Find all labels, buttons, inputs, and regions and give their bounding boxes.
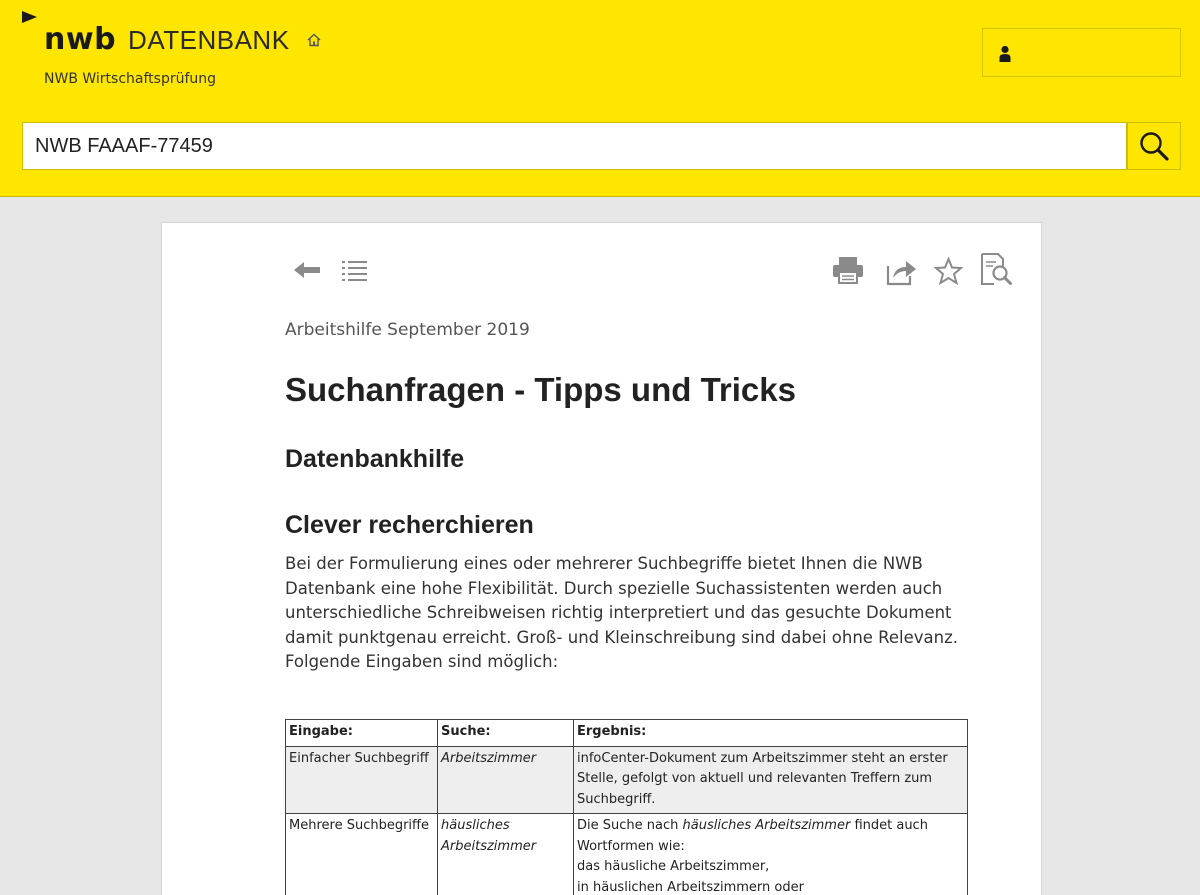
table-row [286, 746, 968, 814]
cell-suche: Arbeitszimmer [438, 746, 574, 814]
product-subtitle: NWB Wirtschaftsprüfung [44, 71, 217, 87]
column-header-eingabe: Eingabe: [286, 720, 438, 747]
brand-product: DATENBANK [128, 25, 290, 55]
brand-logo[interactable] [44, 22, 322, 58]
table-header-row [286, 720, 968, 747]
user-account-button[interactable] [982, 28, 1181, 77]
brand-flag-icon [22, 11, 37, 23]
back-arrow-icon[interactable] [292, 259, 322, 281]
ergebnis-query: häusliches Arbeitszimmer [682, 818, 851, 833]
search-input[interactable] [22, 122, 1127, 170]
section-heading: Datenbankhilfe [285, 445, 465, 473]
ergebnis-line-3: in häuslichen Arbeitszimmern oder [577, 879, 804, 895]
table-of-contents-icon[interactable] [341, 259, 368, 283]
intro-paragraph: Bei der Formulierung eines oder mehrerer Suchbegriffe bietet Ihnen die NWB Datenbank eine hohe Flexibilität. Durch spezielle Suchassistenten werden auch unterschiedliche Schreibweisen richtig interpretiert und das gesuchte Dokument damit punktgenau erreicht. Groß- und Kleinschreibung sind dabei ohne Relevanz. Folgende Eingaben sind möglich: [285, 554, 959, 671]
document-search-icon[interactable] [980, 253, 1012, 286]
document-title: Suchanfragen - Tipps und Tricks [285, 371, 796, 408]
cell-suche: häusliches Arbeitszimmer [438, 814, 574, 895]
table-row [286, 814, 968, 895]
column-header-ergebnis: Ergebnis: [574, 720, 968, 747]
user-icon [999, 45, 1011, 62]
ergebnis-suffix: findet auch Wortformen wie: [577, 818, 928, 854]
cell-ergebnis: infoCenter-Dokument zum Arbeitszimmer steht an erster Stelle, gefolgt von aktuell und relevanten Treffern zum Suchbegriff. [574, 746, 968, 814]
cell-eingabe: Einfacher Suchbegriff [286, 746, 438, 814]
search-button[interactable] [1127, 122, 1181, 170]
document-meta: Arbeitshilfe September 2019 [285, 320, 530, 340]
brand-short: nwb [44, 22, 117, 57]
column-header-suche: Suche: [438, 720, 574, 747]
ergebnis-line-1 [577, 816, 964, 857]
home-icon[interactable] [306, 32, 322, 48]
cell-eingabe: Mehrere Suchbegriffe [286, 814, 438, 895]
search-examples-table [285, 719, 968, 895]
search-icon [1138, 130, 1170, 162]
subsection-heading: Clever recherchieren [285, 511, 534, 539]
print-icon[interactable] [832, 256, 864, 284]
share-icon[interactable] [885, 256, 917, 286]
ergebnis-prefix: Die Suche nach [577, 818, 683, 833]
header-bar [0, 0, 1200, 197]
ergebnis-line-2: das häusliche Arbeitszimmer, [577, 859, 770, 874]
document-card [161, 222, 1042, 895]
cell-ergebnis [574, 814, 968, 895]
favorite-star-icon[interactable] [934, 257, 963, 285]
